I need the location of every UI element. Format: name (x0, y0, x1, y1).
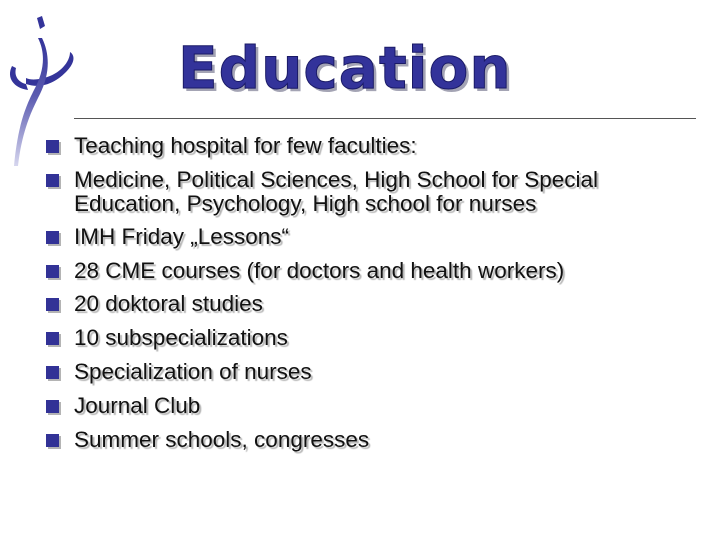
bullet-text: Teaching hospital for few faculties: (74, 133, 417, 158)
bullet-list (46, 134, 696, 462)
square-bullet-icon (46, 434, 59, 447)
bullet-item (46, 394, 696, 418)
square-bullet-icon (46, 140, 59, 153)
bullet-text: Journal Club (74, 393, 201, 418)
bullet-text: Summer schools, congresses (74, 427, 370, 452)
bullet-text: IMH Friday „Lessons“ (74, 224, 290, 249)
bullet-item (46, 168, 696, 216)
bullet-text: Medicine, Political Sciences, High School for Special Education, Psychology, High school for nurses (74, 167, 599, 216)
bullet-item (46, 326, 696, 350)
slide-title: Education (178, 34, 512, 102)
square-bullet-icon (46, 366, 59, 379)
bullet-item (46, 428, 696, 452)
bullet-item (46, 259, 696, 283)
square-bullet-icon (46, 231, 59, 244)
square-bullet-icon (46, 298, 59, 311)
title-divider (74, 118, 696, 119)
bullet-text: Specialization of nurses (74, 359, 312, 384)
square-bullet-icon (46, 332, 59, 345)
bullet-item (46, 360, 696, 384)
bullet-text: 28 CME courses (for doctors and health workers) (74, 258, 565, 283)
square-bullet-icon (46, 174, 59, 187)
bullet-text: 20 doktoral studies (74, 291, 263, 316)
bullet-text: 10 subspecializations (74, 325, 288, 350)
square-bullet-icon (46, 400, 59, 413)
bullet-item (46, 134, 696, 158)
square-bullet-icon (46, 265, 59, 278)
bullet-item (46, 292, 696, 316)
bullet-item (46, 225, 696, 249)
